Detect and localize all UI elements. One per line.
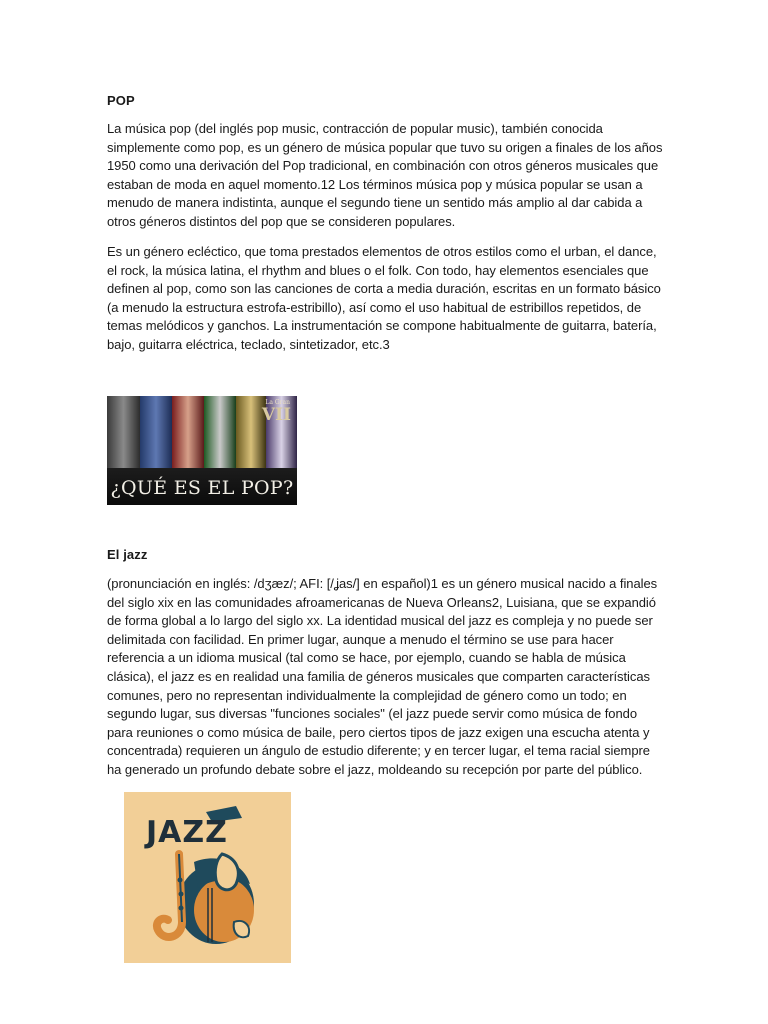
pop-badge-small-text: La Gran bbox=[265, 399, 290, 406]
jazz-heading: El jazz bbox=[107, 547, 148, 562]
jazz-poster-title: JAZZ bbox=[146, 815, 228, 850]
jazz-paragraph-1: (pronunciación en inglés: /dʒæz/; AFI: [/ʝas/] en español)1 es un género musical nacido a finales del siglo xix en las comunidades afroamericanas de Nueva Orleans2, Luisiana, que se expandió de forma global a lo largo del siglo xx. La identidad musical del jazz es compleja y no puede ser delimitada con facilidad. En primer lugar, aunque a menudo el término se use para hacer referencia a un idioma musical (tal como se hace, por ejemplo, cuando se habla de música clásica), el jazz es en realidad una familia de géneros musicales que comparten características comunes, pero no representan individualmente la complejidad de género como un todo; en segundo lugar, sus diversas "funciones sociales" (el jazz puede servir como música de fondo para reuniones o como música de baile, pero ciertos tipos de jazz exigen una escucha atenta y concentrada) requieren un ángulo de estudio diferente; y en tercer lugar, el tema racial siempre ha generado un profundo debate sobre el jazz, moldeando su recepción por parte del público. bbox=[107, 576, 658, 777]
pop-paragraph-1: La música pop (del inglés pop music, contracción de popular music), también conocida simplemente como pop, es un género de música popular que tuvo su origen a finales de los años 1950 como una derivación del Pop tradicional, en combinación con otros géneros musicales que estaban de moda en aquel momento.12 Los términos música pop y música popular se usan a menudo de manera indistinta, aunque el segundo tiene un sentido más amplio al dar cabida a otros géneros distintos del pop que se consideren populares. bbox=[107, 121, 663, 229]
pop-image-caption: ¿QUÉ ES EL POP? bbox=[110, 477, 294, 499]
jazz-poster-image bbox=[124, 792, 291, 963]
pop-paragraph-2: Es un género ecléctico, que toma prestados elementos de otros estilos como el urban, el dance, el rock, la música latina, el rhythm and blues o el folk. Con todo, hay elementos esenciales que definen al pop, como son las canciones de corta a media duración, escritas en un formato básico (a menudo la estructura estrofa-estribillo), así como el uso habitual de estribillos repetidos, de temas melódicos y ganchos. La instrumentación se compone habitualmente de guitarra, batería, bajo, guitarra eléctrica, teclado, sintetizador, etc.3 bbox=[107, 244, 661, 352]
jazz-illustration bbox=[124, 792, 291, 963]
pop-heading: POP bbox=[107, 93, 135, 108]
pop-badge-numeral: VII bbox=[261, 405, 291, 425]
pop-collage-image bbox=[107, 396, 297, 505]
